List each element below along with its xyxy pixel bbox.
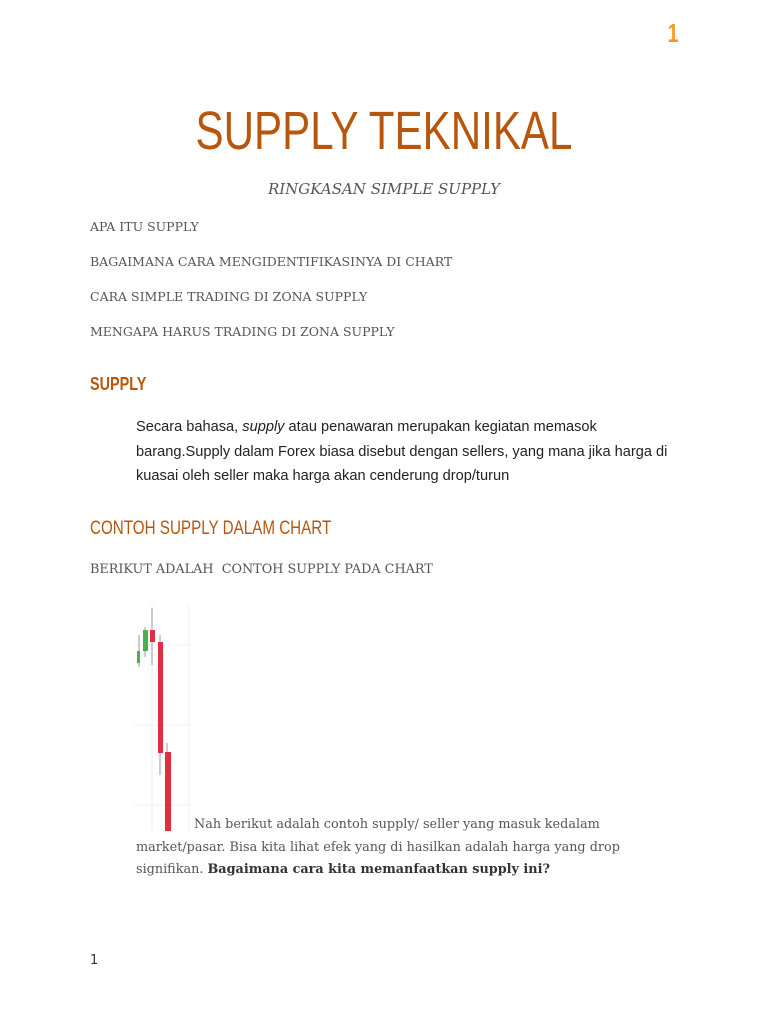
chart-explanation-paragraph <box>136 814 656 882</box>
chart-explanation-text: Nah berikut adalah contoh supply/ seller yang masuk kedalam market/pasar. Bisa kita lihat efek yang di hasilkan adalah harga yang drop signifikan. <box>136 817 620 877</box>
document-title: SUPPLY TEKNIKAL <box>195 101 573 161</box>
chart-intro-text: BERIKUT ADALAH CONTOH SUPPLY PADA CHART <box>90 562 433 577</box>
candlestick-chart-image <box>134 605 190 831</box>
toc-item: BAGAIMANA CARA MENGIDENTIFIKASINYA DI CHART <box>90 254 453 269</box>
supply-para-italic: supply <box>242 419 285 435</box>
supply-para-text-rest: atau penawaran merupakan kegiatan memasok barang.Supply dalam Forex biasa disebut dengan sellers, yang mana jika harga di kuasai oleh seller maka harga akan cenderung drop/turun <box>136 419 668 484</box>
bull-candle <box>137 651 140 663</box>
supply-para-text: Secara bahasa, <box>136 419 243 435</box>
page-number-top: 1 <box>667 18 678 48</box>
toc-item: APA ITU SUPPLY <box>90 219 199 234</box>
chart-explanation-question: Bagaimana cara kita memanfaatkan supply ini? <box>207 862 550 877</box>
document-subtitle: RINGKASAN SIMPLE SUPPLY <box>267 180 501 198</box>
contoh-supply-heading: CONTOH SUPPLY DALAM CHART <box>90 518 332 539</box>
candlestick-chart-svg <box>134 605 190 831</box>
toc-item: MENGAPA HARUS TRADING DI ZONA SUPPLY <box>90 324 395 339</box>
supply-definition-paragraph <box>136 415 681 489</box>
bear-candle <box>158 642 163 753</box>
table-of-contents <box>90 219 452 359</box>
toc-item: CARA SIMPLE TRADING DI ZONA SUPPLY <box>90 289 368 304</box>
bear-candle <box>150 630 155 642</box>
bull-candle <box>143 630 148 651</box>
page-number-footer: 1 <box>90 953 99 968</box>
supply-heading: SUPPLY <box>90 374 147 394</box>
